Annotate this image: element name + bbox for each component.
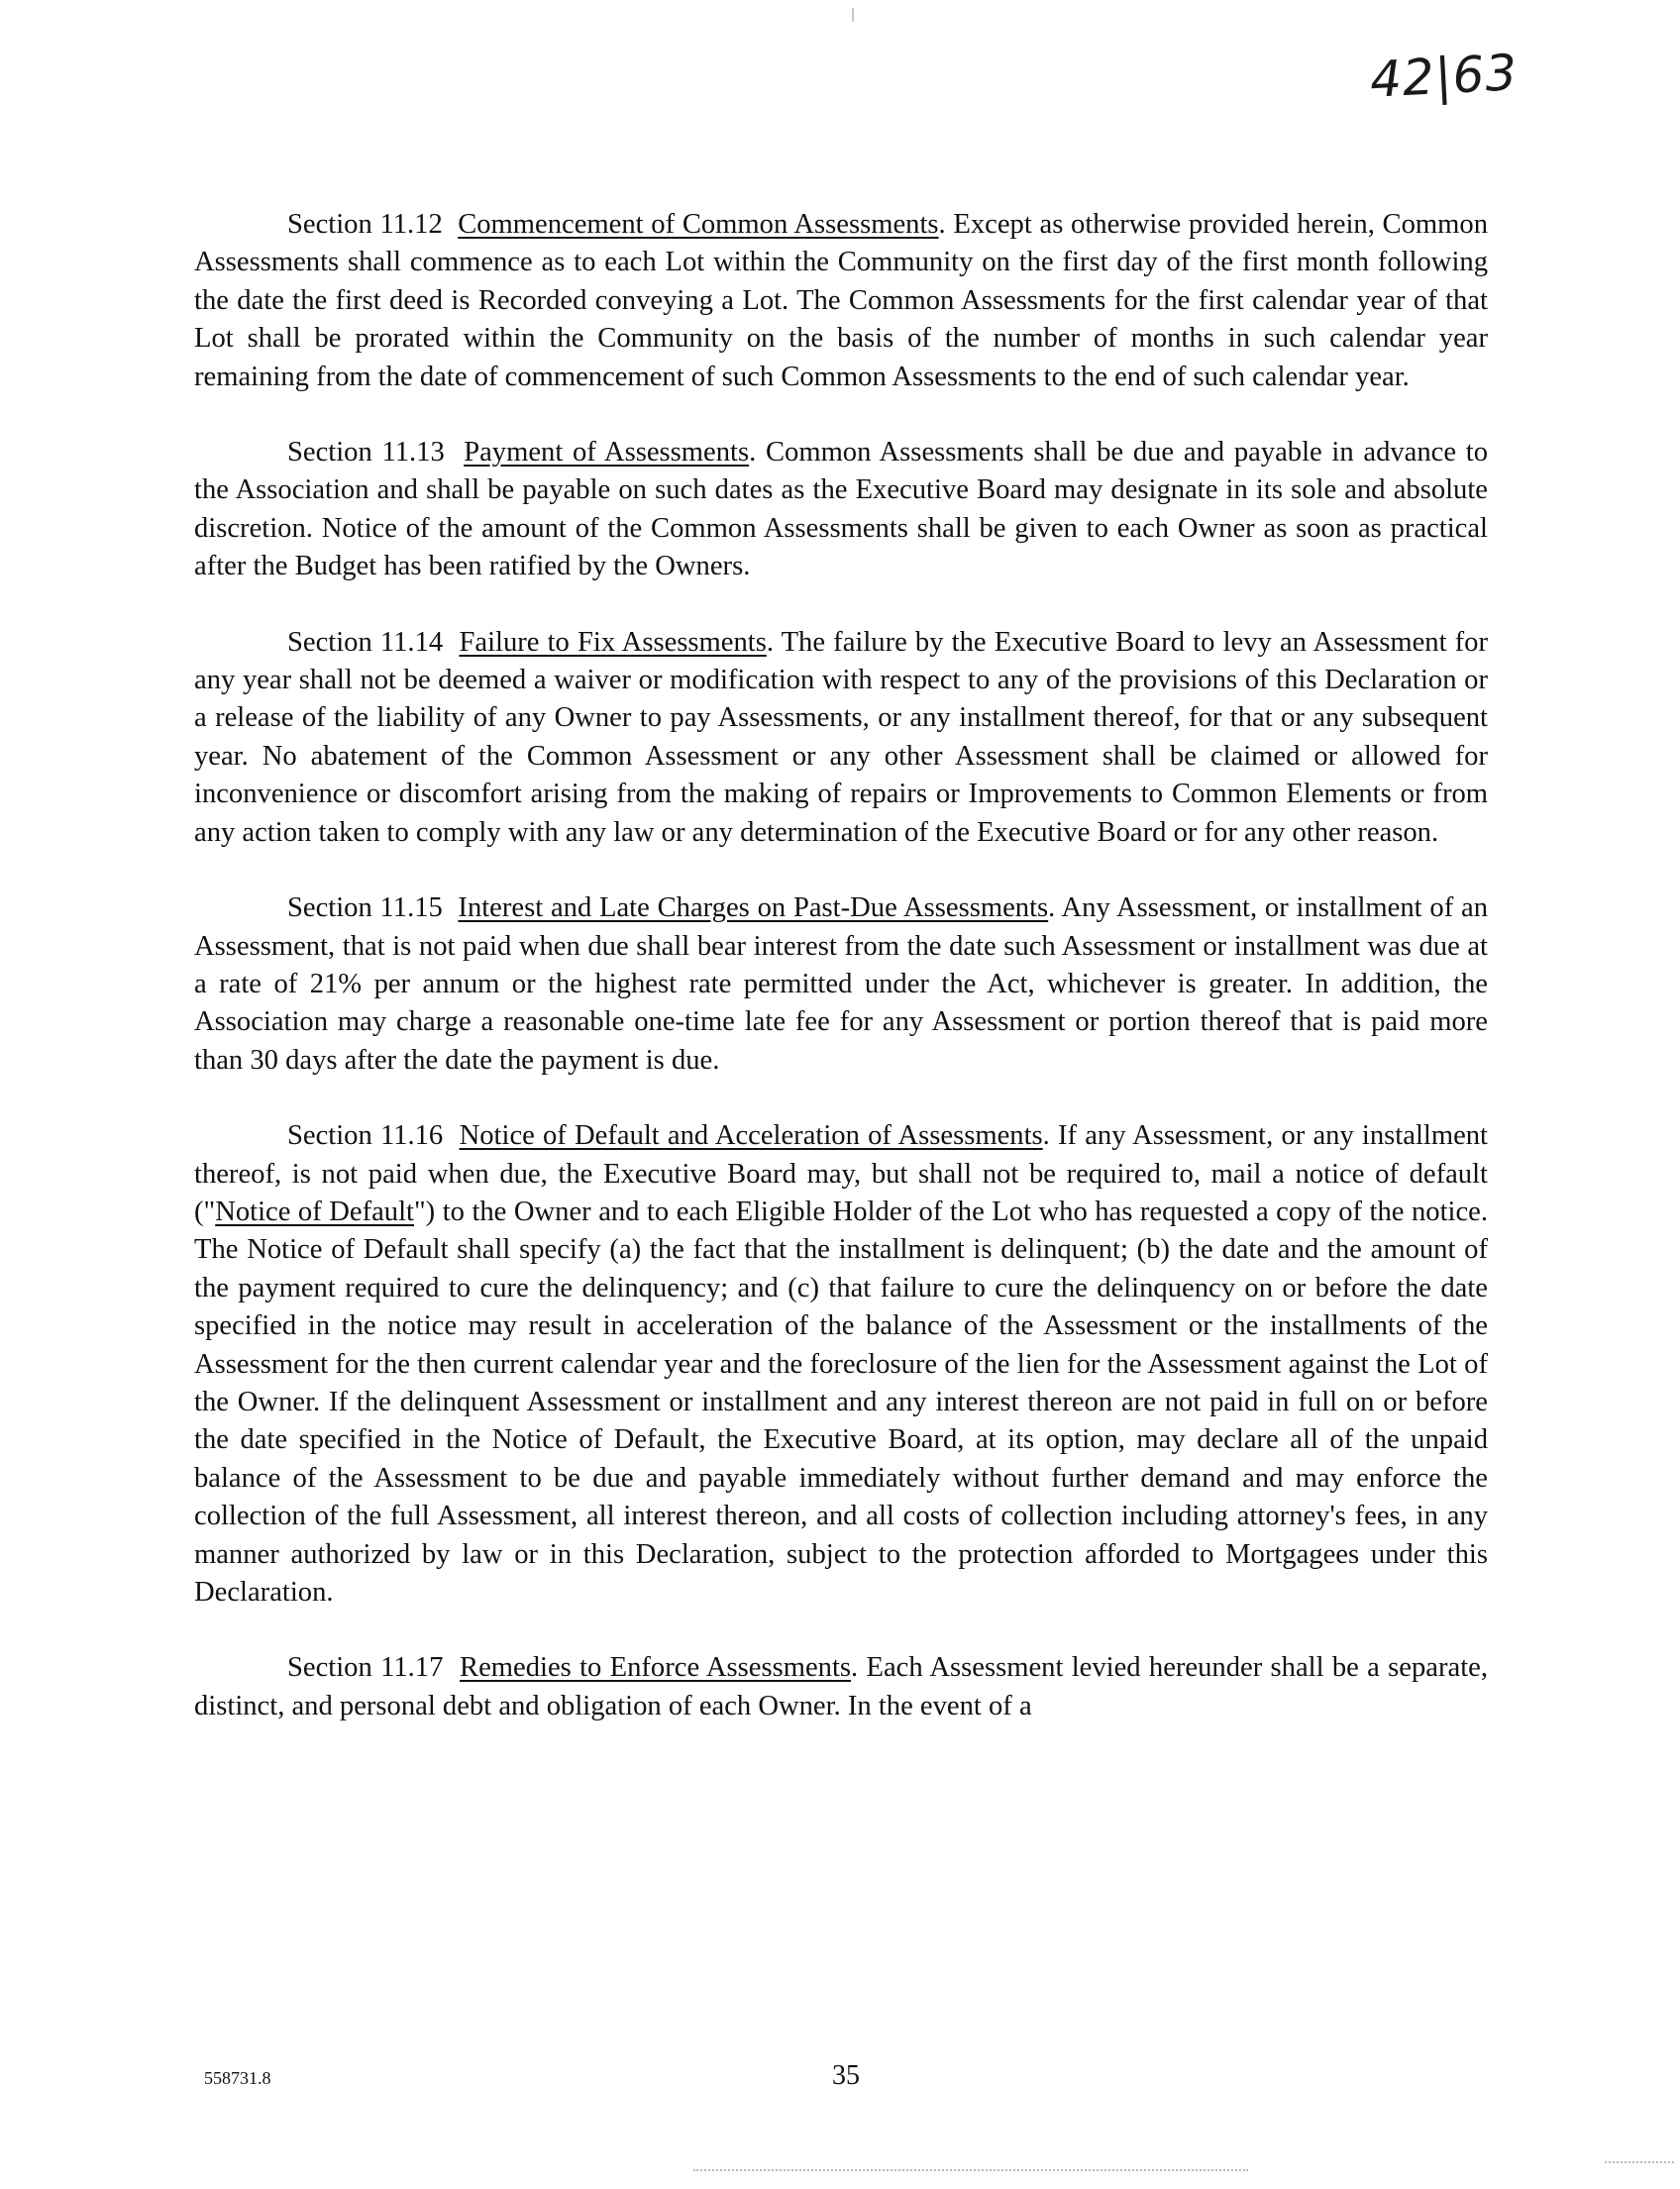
section-heading: Commencement of Common Assessments [458,209,939,240]
section-heading: Failure to Fix Assessments [459,626,767,658]
document-id: 558731.8 [204,2068,271,2088]
section-11-15 [194,889,1488,1080]
section-text: . If any Assessment, or any installment thereof, is not paid when due, the Executive Board may, but shall not be required to, mail a notice of default (" [194,1120,1489,1227]
section-text: . Each Assessment levied hereunder shall be a separate, distinct, and personal debt and obligation of each Owner. In the event of a [194,1652,1488,1721]
section-text: ") to the Owner and to each Eligible Holder of the Lot who has requested a copy of the notice. The Notice of Default shall specify (a) the fact that the installment is delinquent; (b) the date and the amount of the payment required to cure the delinquency; and (c) that failure to cure the delinquency on or before the date specified in the notice may result in acceleration of the balance of the Assessment or the installments of the Assessment for the then current calendar year and the foreclosure of the lien for the Assessment against the Lot of the Owner. If the delinquent Assessment or installment and any interest thereon are not paid in full on or before the date specified in the Notice of Default, the Executive Board, at its option, may declare all of the unpaid balance of the Assessment to be due and payable immediately without further demand and may enforce the collection of the full Assessment, all interest thereon, and all costs of collection including attorney's fees, in any manner authorized by law or in this Declaration, subject to the protection afforded to Mortgagees under this Declaration. [194,1196,1488,1608]
section-text: . Any Assessment, or installment of an Assessment, that is not paid when due shall bear interest from the date such Assessment or installment was due at a rate of 21% per annum or the highest rate permitted under the Act, whichever is greater. In addition, the Association may charge a reasonable one-time late fee for any Assessment or portion thereof that is paid more than 30 days after the date the payment is due. [194,892,1488,1076]
section-text: . The failure by the Executive Board to levy an Assessment for any year shall not be deemed a waiver or modification with respect to any of the provisions of this Declaration or a release of the liability of any Owner to pay Assessments, or any installment thereof, for that or any subsequent year. No abatement of the Common Assessment or any other Assessment shall be claimed or allowed for inconvenience or discomfort arising from the making of repairs or Improvements to Common Elements or from any action taken to comply with any law or any determination of the Executive Board or for any other reason. [194,626,1488,848]
page-number: 35 [832,2060,860,2091]
scan-artifact [693,2169,1248,2173]
section-heading: Notice of Default and Acceleration of Assessments [459,1120,1043,1152]
section-11-12 [194,206,1488,396]
section-number: Section 11.17 [287,1652,444,1684]
section-11-16 [194,1117,1488,1612]
section-heading: Interest and Late Charges on Past-Due Assessments [458,892,1049,924]
handwritten-page-mark: 42|63 [1368,44,1520,109]
document-body [194,206,1488,1763]
section-11-13 [194,434,1488,586]
section-heading: Payment of Assessments [464,437,750,469]
section-number: Section 11.16 [287,1120,444,1152]
defined-term: Notice of Default [215,1196,414,1227]
section-number: Section 11.12 [287,209,443,240]
section-number: Section 11.13 [287,437,445,469]
section-heading: Remedies to Enforce Assessments [460,1652,852,1684]
section-number: Section 11.14 [287,626,444,658]
section-text: . Except as otherwise provided herein, Common Assessments shall commence as to each Lot within the Community on the first day of the first month following the date the first deed is Recorded conveying a Lot. The Common Assessments for the first calendar year of that Lot shall be prorated within the Community on the basis of the number of months in such calendar year remaining from the date of commencement of such Common Assessments to the end of such calendar year. [194,209,1488,392]
section-11-14 [194,624,1488,852]
scan-artifact [1605,2161,1674,2165]
section-number: Section 11.15 [287,892,443,924]
section-11-17 [194,1649,1488,1725]
section-text: . Common Assessments shall be due and payable in advance to the Association and shall be payable on such dates as the Executive Board may designate in its sole and absolute discretion. Notice of the amount of the Common Assessments shall be given to each Owner as soon as practical after the Budget has been ratified by the Owners. [194,437,1489,582]
scan-artifact [852,8,854,22]
